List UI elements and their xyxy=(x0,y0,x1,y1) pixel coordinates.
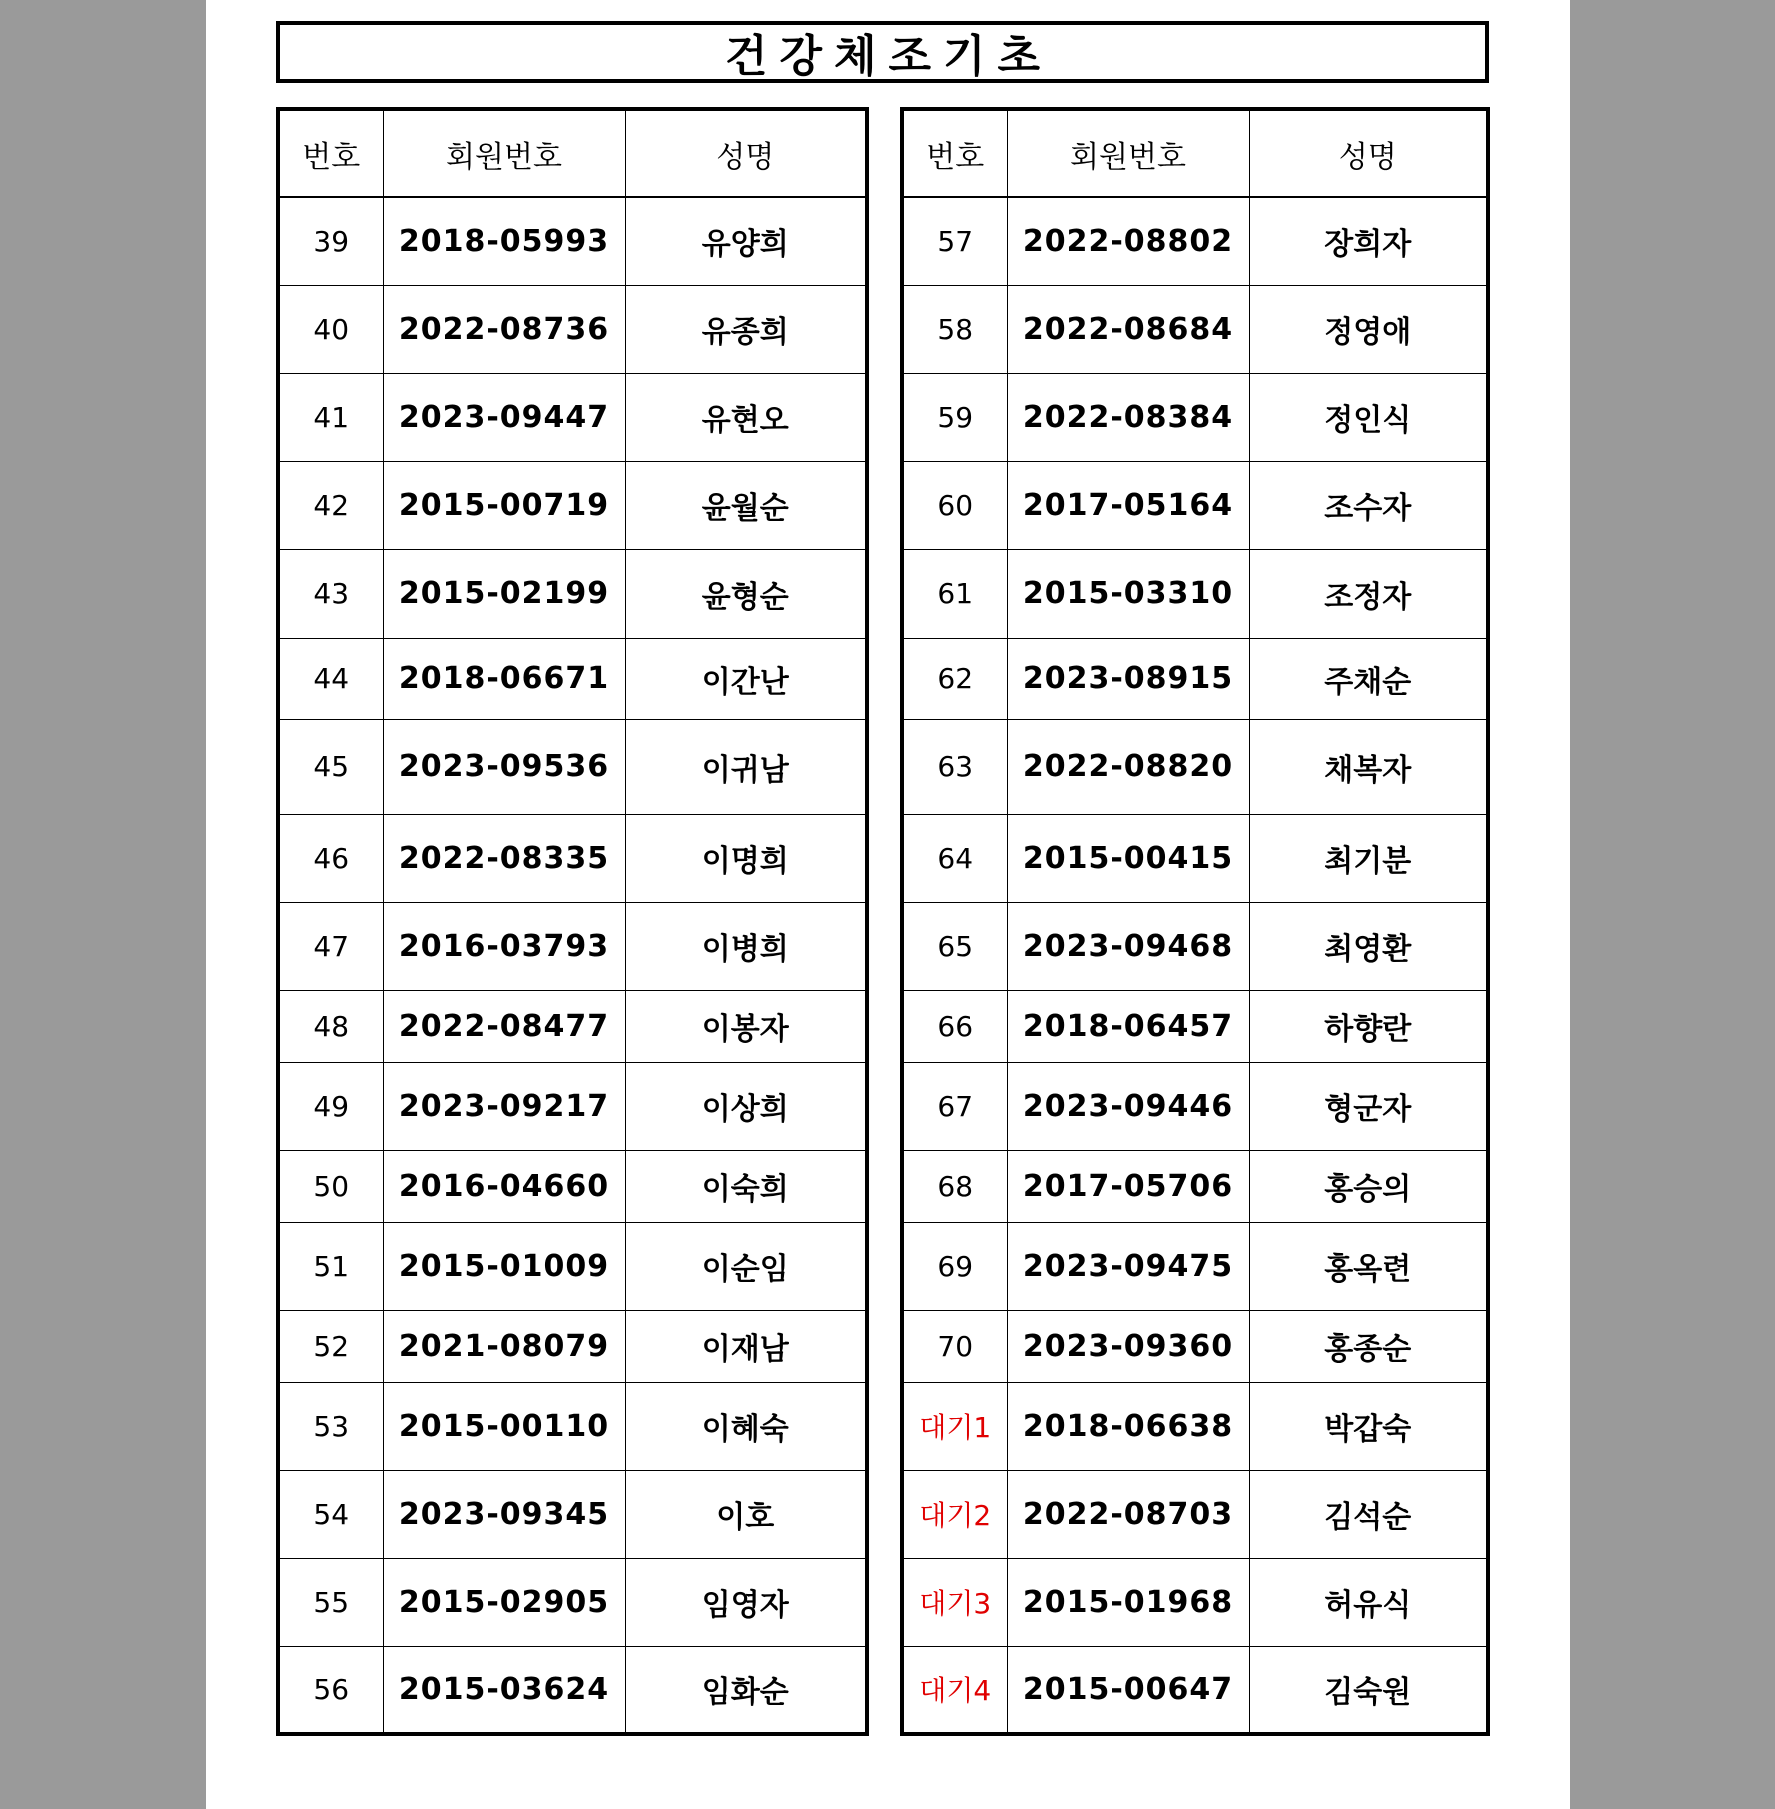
member-name: 최기분 xyxy=(1249,814,1488,902)
table-row xyxy=(278,1382,867,1470)
document-title: 건강체조기초 xyxy=(724,31,1053,82)
member-id: 2023-09217 xyxy=(383,1062,625,1150)
row-number: 47 xyxy=(278,902,383,990)
header-number: 번호 xyxy=(902,109,1007,197)
member-id: 2016-03793 xyxy=(383,902,625,990)
member-name: 김석순 xyxy=(1249,1470,1488,1558)
roster-table-right xyxy=(900,107,1490,1736)
row-number: 57 xyxy=(902,197,1007,285)
row-number: 51 xyxy=(278,1222,383,1310)
row-number: 54 xyxy=(278,1470,383,1558)
member-name: 이간난 xyxy=(625,638,867,719)
member-name: 이명희 xyxy=(625,814,867,902)
table-row xyxy=(902,719,1488,814)
row-number: 43 xyxy=(278,549,383,638)
member-id: 2018-06671 xyxy=(383,638,625,719)
member-id: 2023-08915 xyxy=(1007,638,1249,719)
table-row xyxy=(278,1310,867,1382)
row-number: 45 xyxy=(278,719,383,814)
row-number: 65 xyxy=(902,902,1007,990)
member-id: 2015-01009 xyxy=(383,1222,625,1310)
member-id: 2023-09536 xyxy=(383,719,625,814)
member-name: 이혜숙 xyxy=(625,1382,867,1470)
roster-table-left xyxy=(276,107,869,1736)
table-row xyxy=(278,638,867,719)
member-id: 2017-05706 xyxy=(1007,1150,1249,1222)
member-name: 홍옥련 xyxy=(1249,1222,1488,1310)
table-row xyxy=(902,461,1488,549)
table-row xyxy=(902,1150,1488,1222)
table-row xyxy=(278,1150,867,1222)
member-id: 2015-02199 xyxy=(383,549,625,638)
row-number: 41 xyxy=(278,373,383,461)
member-id: 2022-08703 xyxy=(1007,1470,1249,1558)
table-row xyxy=(278,285,867,373)
member-name: 이숙희 xyxy=(625,1150,867,1222)
table-row xyxy=(902,197,1488,285)
table-row xyxy=(902,902,1488,990)
member-id: 2018-06638 xyxy=(1007,1382,1249,1470)
member-id: 2023-09447 xyxy=(383,373,625,461)
table-row xyxy=(278,1222,867,1310)
row-number: 68 xyxy=(902,1150,1007,1222)
member-name: 조수자 xyxy=(1249,461,1488,549)
member-name: 김숙원 xyxy=(1249,1646,1488,1734)
row-number: 대기4 xyxy=(902,1646,1007,1734)
row-number: 48 xyxy=(278,990,383,1062)
table-row xyxy=(902,1470,1488,1558)
row-number: 40 xyxy=(278,285,383,373)
member-name: 정인식 xyxy=(1249,373,1488,461)
member-name: 홍종순 xyxy=(1249,1310,1488,1382)
row-number: 56 xyxy=(278,1646,383,1734)
member-name: 이봉자 xyxy=(625,990,867,1062)
table-row xyxy=(902,1062,1488,1150)
row-number: 59 xyxy=(902,373,1007,461)
member-name: 이병희 xyxy=(625,902,867,990)
row-number: 63 xyxy=(902,719,1007,814)
table-row xyxy=(278,461,867,549)
row-number: 62 xyxy=(902,638,1007,719)
member-id: 2022-08335 xyxy=(383,814,625,902)
row-number: 58 xyxy=(902,285,1007,373)
member-name: 형군자 xyxy=(1249,1062,1488,1150)
member-id: 2022-08736 xyxy=(383,285,625,373)
member-id: 2018-05993 xyxy=(383,197,625,285)
member-name: 이순임 xyxy=(625,1222,867,1310)
member-id: 2021-08079 xyxy=(383,1310,625,1382)
member-id: 2015-03624 xyxy=(383,1646,625,1734)
table-row xyxy=(278,549,867,638)
header-row xyxy=(902,109,1488,197)
row-number: 53 xyxy=(278,1382,383,1470)
row-number: 55 xyxy=(278,1558,383,1646)
member-name: 장희자 xyxy=(1249,197,1488,285)
table-row xyxy=(902,373,1488,461)
header-row xyxy=(278,109,867,197)
row-number: 69 xyxy=(902,1222,1007,1310)
member-name: 유종희 xyxy=(625,285,867,373)
table-row xyxy=(902,1222,1488,1310)
title-box xyxy=(276,21,1489,83)
member-id: 2023-09446 xyxy=(1007,1062,1249,1150)
table-row xyxy=(278,1646,867,1734)
header-name: 성명 xyxy=(1249,109,1488,197)
roster-body-right xyxy=(902,197,1488,1734)
member-id: 2022-08384 xyxy=(1007,373,1249,461)
member-name: 채복자 xyxy=(1249,719,1488,814)
member-name: 이재남 xyxy=(625,1310,867,1382)
member-id: 2018-06457 xyxy=(1007,990,1249,1062)
table-row xyxy=(902,549,1488,638)
member-name: 임화순 xyxy=(625,1646,867,1734)
member-id: 2015-02905 xyxy=(383,1558,625,1646)
member-name: 윤월순 xyxy=(625,461,867,549)
member-id: 2016-04660 xyxy=(383,1150,625,1222)
member-id: 2015-00110 xyxy=(383,1382,625,1470)
table-row xyxy=(902,1646,1488,1734)
table-row xyxy=(278,902,867,990)
member-id: 2015-00647 xyxy=(1007,1646,1249,1734)
header-member-id: 회원번호 xyxy=(383,109,625,197)
row-number: 49 xyxy=(278,1062,383,1150)
header-number: 번호 xyxy=(278,109,383,197)
table-row xyxy=(902,638,1488,719)
member-id: 2023-09345 xyxy=(383,1470,625,1558)
document-page xyxy=(206,0,1570,1809)
member-id: 2015-00719 xyxy=(383,461,625,549)
header-member-id: 회원번호 xyxy=(1007,109,1249,197)
row-number: 46 xyxy=(278,814,383,902)
member-name: 조정자 xyxy=(1249,549,1488,638)
member-name: 유양희 xyxy=(625,197,867,285)
table-row xyxy=(278,1062,867,1150)
member-name: 이호 xyxy=(625,1470,867,1558)
member-name: 정영애 xyxy=(1249,285,1488,373)
member-name: 이상희 xyxy=(625,1062,867,1150)
member-id: 2015-03310 xyxy=(1007,549,1249,638)
roster-body-left xyxy=(278,197,867,1734)
row-number: 66 xyxy=(902,990,1007,1062)
header-name: 성명 xyxy=(625,109,867,197)
table-row xyxy=(278,814,867,902)
row-number: 44 xyxy=(278,638,383,719)
row-number: 39 xyxy=(278,197,383,285)
member-id: 2022-08802 xyxy=(1007,197,1249,285)
row-number: 60 xyxy=(902,461,1007,549)
table-row xyxy=(278,373,867,461)
member-id: 2017-05164 xyxy=(1007,461,1249,549)
member-id: 2023-09468 xyxy=(1007,902,1249,990)
member-id: 2022-08820 xyxy=(1007,719,1249,814)
member-name: 홍승의 xyxy=(1249,1150,1488,1222)
row-number: 61 xyxy=(902,549,1007,638)
row-number: 대기2 xyxy=(902,1470,1007,1558)
row-number: 50 xyxy=(278,1150,383,1222)
member-id: 2015-01968 xyxy=(1007,1558,1249,1646)
table-row xyxy=(278,719,867,814)
member-name: 허유식 xyxy=(1249,1558,1488,1646)
row-number: 42 xyxy=(278,461,383,549)
member-name: 주채순 xyxy=(1249,638,1488,719)
row-number: 대기3 xyxy=(902,1558,1007,1646)
member-id: 2023-09475 xyxy=(1007,1222,1249,1310)
row-number: 대기1 xyxy=(902,1382,1007,1470)
member-id: 2023-09360 xyxy=(1007,1310,1249,1382)
member-name: 임영자 xyxy=(625,1558,867,1646)
member-name: 유현오 xyxy=(625,373,867,461)
table-row xyxy=(278,1558,867,1646)
member-name: 최영환 xyxy=(1249,902,1488,990)
table-row xyxy=(902,990,1488,1062)
member-name: 윤형순 xyxy=(625,549,867,638)
member-id: 2022-08477 xyxy=(383,990,625,1062)
table-row xyxy=(902,814,1488,902)
row-number: 52 xyxy=(278,1310,383,1382)
member-id: 2022-08684 xyxy=(1007,285,1249,373)
table-row xyxy=(278,1470,867,1558)
member-name: 이귀남 xyxy=(625,719,867,814)
row-number: 67 xyxy=(902,1062,1007,1150)
row-number: 70 xyxy=(902,1310,1007,1382)
table-row xyxy=(902,1382,1488,1470)
table-row xyxy=(278,990,867,1062)
table-row xyxy=(278,197,867,285)
table-row xyxy=(902,1558,1488,1646)
row-number: 64 xyxy=(902,814,1007,902)
table-row xyxy=(902,1310,1488,1382)
table-row xyxy=(902,285,1488,373)
member-name: 박갑숙 xyxy=(1249,1382,1488,1470)
member-id: 2015-00415 xyxy=(1007,814,1249,902)
member-name: 하향란 xyxy=(1249,990,1488,1062)
